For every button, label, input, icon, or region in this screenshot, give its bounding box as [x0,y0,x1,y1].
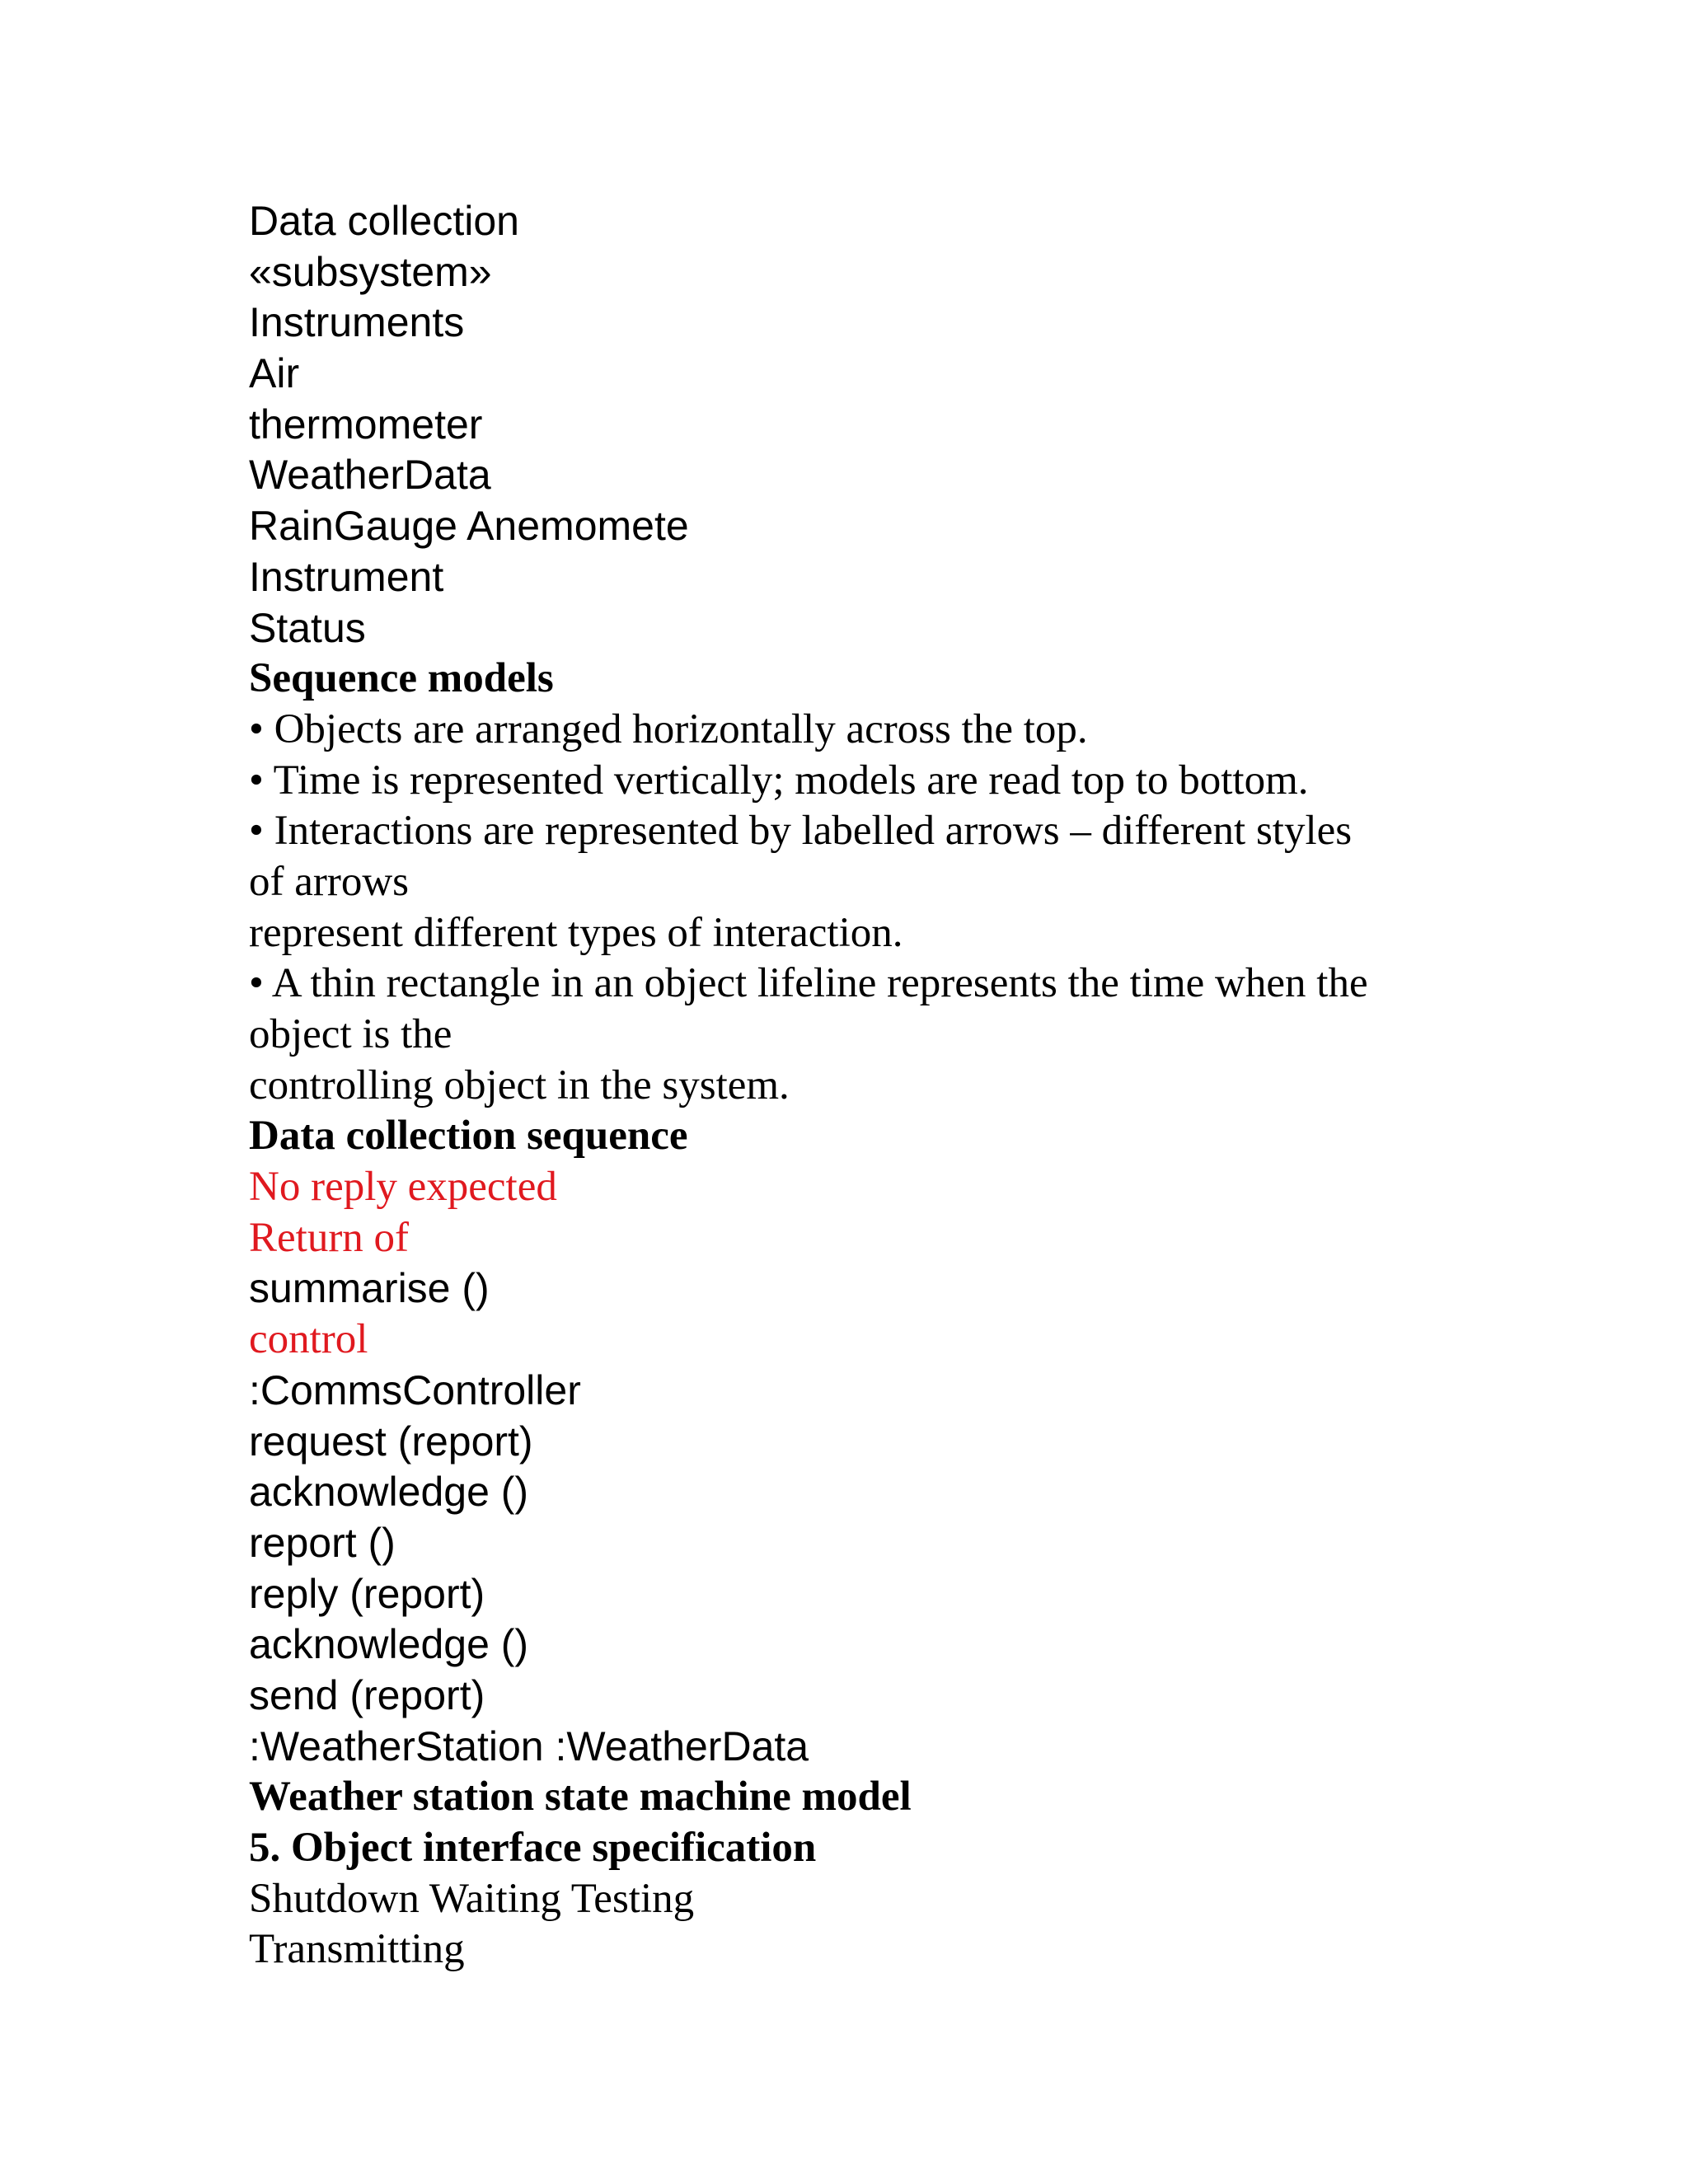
heading-state-machine-model: Weather station state machine model [249,1774,912,1821]
page-content [249,196,1469,1975]
bullet-interactions-line-2: of arrows [249,858,410,905]
bullet-thin-rectangle-line-3: controlling object in the system. [249,1062,790,1108]
heading-data-collection-sequence: Data collection sequence [249,1113,688,1160]
heading-sequence-models: Sequence models [249,655,554,702]
label-return-of: Return of [249,1214,410,1261]
bullet-interactions-line-3: represent different types of interaction. [249,909,903,956]
label-states-line-1: Shutdown Waiting Testing [249,1875,695,1922]
label-weather-data: WeatherData [249,452,491,499]
label-raingauge-anemometer: RainGauge Anemomete [249,503,689,550]
label-weather-station-data: :WeatherStation :WeatherData [249,1722,809,1769]
label-report: report () [249,1519,396,1566]
bullet-thin-rectangle-line-2: object is the [249,1011,452,1057]
label-no-reply-expected: No reply expected [249,1164,557,1211]
bullet-time-vertical: • Time is represented vertically; models are read top to bottom. [249,757,1309,804]
label-send-report: send (report) [249,1671,485,1718]
label-summarise: summarise () [249,1265,490,1312]
label-air: Air [249,350,300,397]
label-data-collection: Data collection [249,198,519,244]
bullet-interactions-line-1: • Interactions are represented by labelled arrows – different styles [249,808,1353,855]
label-states-line-2: Transmitting [249,1926,465,1973]
label-acknowledge-1: acknowledge () [249,1469,529,1516]
label-status: Status [249,604,366,651]
label-instruments: Instruments [249,299,465,346]
label-comms-controller: :CommsController [249,1366,581,1413]
label-subsystem-stereotype: «subsystem» [249,248,492,295]
bullet-objects-arranged: • Objects are arranged horizontally across the top. [249,705,1088,752]
bullet-thin-rectangle-line-1: • A thin rectangle in an object lifeline represents the time when the [249,960,1368,1007]
label-instrument: Instrument [249,553,444,600]
label-reply-report: reply (report) [249,1570,485,1617]
heading-object-interface-specification: 5. Object interface specification [249,1825,817,1871]
label-control: control [249,1316,368,1363]
label-acknowledge-2: acknowledge () [249,1621,529,1668]
label-request-report: request (report) [249,1418,533,1465]
label-thermometer: thermometer [249,401,483,448]
